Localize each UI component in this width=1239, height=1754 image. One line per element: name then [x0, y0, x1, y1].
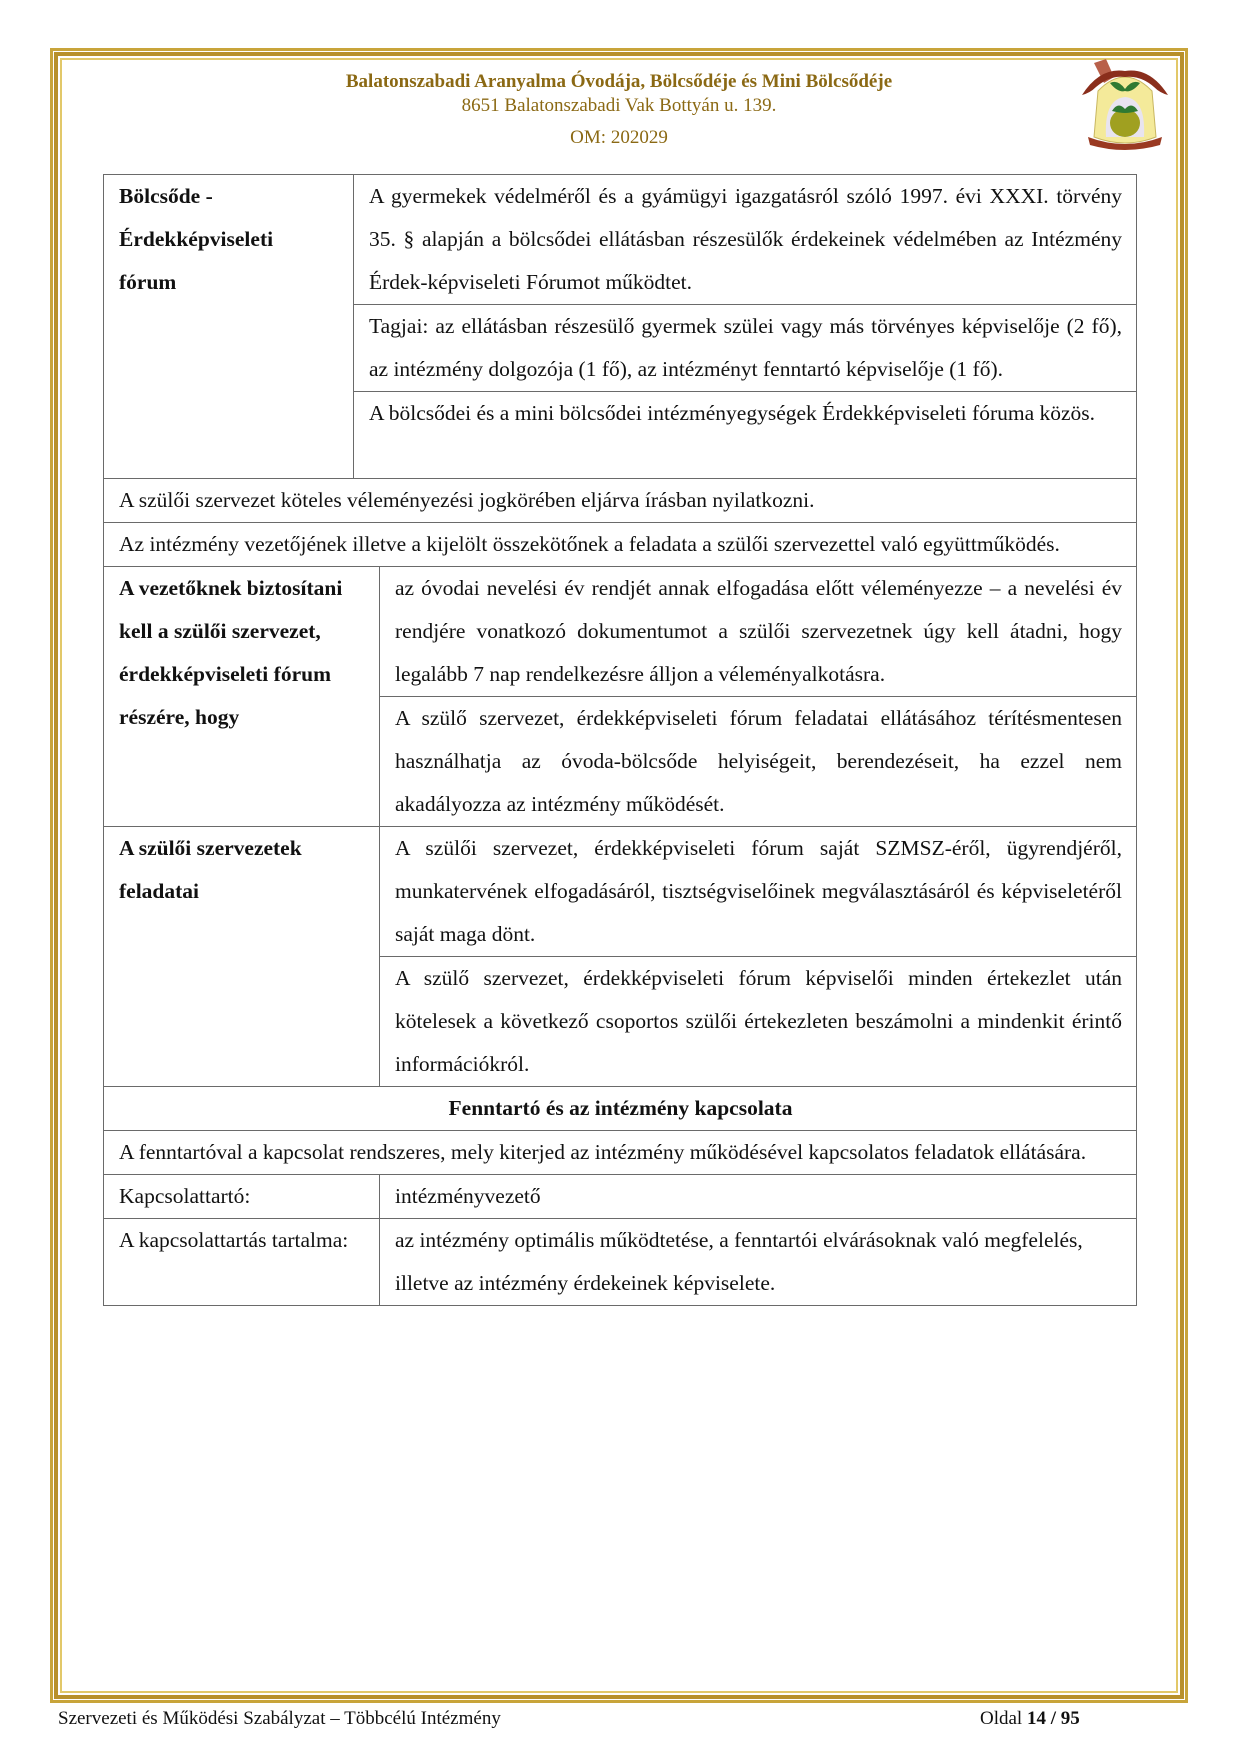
institution-name: Balatonszabadi Aranyalma Óvodája, Bölcsődéje és Mini Bölcsődéje — [345, 71, 893, 92]
table-row — [104, 1131, 1137, 1175]
cooperation-cell: Az intézmény vezetőjének illetve a kijelölt összekötőnek a feladata a szülői szervezettel való együttműködés. — [104, 523, 1137, 567]
page-header — [60, 70, 1178, 150]
maintainer-relationship-cell: A fenntartóval a kapcsolat rendszeres, mely kiterjed az intézmény működésével kapcsolatos feladatok ellátására. — [104, 1131, 1137, 1175]
leaders-premises-cell: A szülő szervezet, érdekképviseleti fórum feladatai ellátásához térítésmentesen használhatja az óvoda-bölcsőde helyiségeit, berendezéseit, ha ezzel nem akadályozza az intézmény működését. — [380, 697, 1137, 827]
footer-page-number — [980, 1708, 1080, 1730]
tasks-self-governance-cell: A szülői szervezet, érdekképviseleti fórum saját SZMSZ-éről, ügyrendjéről, munkatervének elfogadásáról, tisztségviselőinek megválasztásáról és képviseletéről saját maga dönt. — [380, 827, 1137, 957]
table-row — [104, 175, 1137, 305]
institution-address: 8651 Balatonszabadi Vak Bottyán u. 139. — [461, 95, 777, 116]
forum-shared-cell: A bölcsődei és a mini bölcsődei intézményegységek Érdekképviseleti fóruma közös. — [354, 392, 1137, 479]
forum-label-line: Bölcsőde - — [119, 184, 213, 208]
tasks-reporting-cell: A szülő szervezet, érdekképviseleti fórum képviselői minden értekezlet után kötelesek a következő csoportos szülői értekezleten beszámolni a mindenkit érintő információkról. — [380, 957, 1137, 1087]
tasks-block-label: A szülői szervezetek feladatai — [104, 827, 380, 1087]
footer-document-title: Szervezeti és Működési Szabályzat – Többcélú Intézmény — [58, 1708, 501, 1729]
table-row — [104, 1175, 1137, 1219]
page-total: 95 — [1060, 1708, 1080, 1729]
table-row — [104, 523, 1137, 567]
forum-block-label — [104, 175, 354, 479]
kindergarten-house-apple-logo-icon — [1080, 57, 1170, 153]
contact-person-value: intézményvezető — [380, 1175, 1137, 1219]
section-heading: Fenntartó és az intézmény kapcsolata — [104, 1087, 1137, 1131]
table-row — [104, 567, 1137, 697]
parent-organization-table — [103, 174, 1137, 1306]
table-row — [104, 827, 1137, 957]
table-row — [104, 1087, 1137, 1131]
opinion-duty-cell: A szülői szervezet köteles véleményezési jogkörében eljárva írásban nyilatkozni. — [104, 479, 1137, 523]
forum-label-line: fórum — [119, 270, 177, 294]
forum-members-cell: Tagjai: az ellátásban részesülő gyermek szülei vagy más törvényes képviselője (2 fő), az intézmény dolgozója (1 fő), az intézményt fenntartó képviselője (1 fő). — [354, 305, 1137, 392]
leaders-block-label: A vezetőknek biztosítani kell a szülői szervezet, érdekképviseleti fórum részére, hogy — [104, 567, 380, 827]
page-label: Oldal — [980, 1708, 1023, 1729]
forum-label-line: Érdekképviseleti — [119, 227, 274, 251]
table-row — [104, 1219, 1137, 1306]
contact-person-label: Kapcsolattartó: — [104, 1175, 380, 1219]
contact-content-label: A kapcsolattartás tartalma: — [104, 1219, 380, 1306]
table-row — [104, 479, 1137, 523]
contact-content-value: az intézmény optimális működtetése, a fenntartói elvárásoknak való megfelelés, illetve az intézmény érdekeinek képviselete. — [380, 1219, 1137, 1306]
page-current: 14 — [1026, 1708, 1046, 1729]
leaders-opinion-cell: az óvodai nevelési év rendjét annak elfogadása előtt véleményezze – a nevelési év rendjére vonatkozó dokumentumot a szülői szervezetnek úgy kell átadni, hogy legalább 7 nap rendelkezésre álljon a véleményalkotásra. — [380, 567, 1137, 697]
forum-legal-basis-cell: A gyermekek védelméről és a gyámügyi igazgatásról szóló 1997. évi XXXI. törvény 35. § alapján a bölcsődei ellátásban részesülők érdekeinek védelmében az Intézmény Érdek-képviseleti Fórumot működtet. — [354, 175, 1137, 305]
om-identifier: OM: 202029 — [570, 127, 668, 148]
page-separator: / — [1050, 1708, 1056, 1729]
